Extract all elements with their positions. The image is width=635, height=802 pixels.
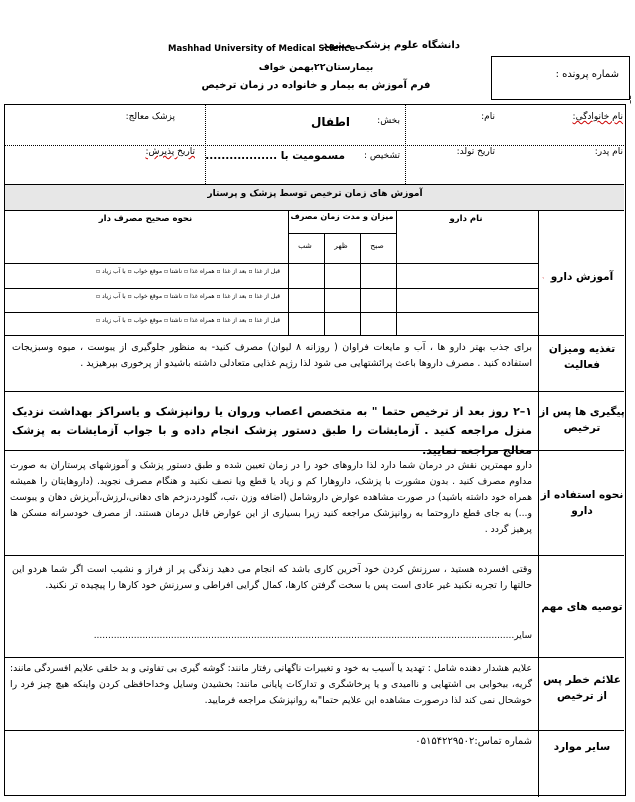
time-morning: صبح: [370, 241, 384, 250]
birth-date-label: تاریخ تولد:: [456, 147, 495, 157]
time-noon: ظهر: [334, 241, 348, 250]
warnings-text: علایم هشدار دهنده شامل : تهدید یا آسیب به خود و تغییرات ناگهانی رفتار مانند: گوشه گیری بی تفاوتی و بد خلقی علایم افسردگی مانند: گریه، بیخوابی بی اشتهایی و ناامیدی و یا پرخاشگری و تدارکات پایانی مانند: بخشیدن وسایل وخداحافظی کردن واینکه هیچ چیز فرد را خوشحال نمی کند لذا درصورت مشاهده این علایم حتما"به روانپزشک مراجعه فرمایید.: [10, 663, 532, 706]
opt-much-water[interactable]: با آب زیاد: [102, 317, 126, 324]
drug-row-1-options[interactable]: قبل از غذا ▫ بعد از غذا ▫ همراه غذا ▫ ناشتا ▫ موقع خواب ▫ با آب زیاد ▫: [96, 268, 280, 275]
file-number-box[interactable]: [491, 56, 630, 100]
opt-fasting[interactable]: ناشتا: [169, 268, 183, 275]
drug-row-3-options[interactable]: قبل از غذا ▫ بعد از غذا ▫ همراه غذا ▫ ناشتا ▫ موقع خواب ▫ با آب زیاد ▫: [96, 317, 280, 324]
father-name-label: نام پدر:: [594, 147, 623, 157]
ward-value: اطفال: [311, 115, 350, 129]
recommendations-label: توصیه های مهم: [541, 601, 623, 613]
nutrition-text: برای جذب بهتر دارو ها ، آب و مایعات فراوان ( روزانه ۸ لیوان) مصرف کنید- به منظور جلوگیری از یبوست ، میوه وسبزیجات استفاده کنید . مصرف داروها باعث پرائشتهایی می شود لذا رژیم غذایی متعادلی داشته باشیدو از پرخوری بپرهیزید .: [12, 342, 532, 370]
recommendations-other[interactable]: سایر...................................................................................................................................................: [93, 631, 532, 641]
opt-with-meal[interactable]: همراه غذا: [189, 293, 215, 300]
method-header: نحوه صحیح مصرف دار: [98, 214, 193, 224]
family-name-field[interactable]: [573, 112, 623, 122]
university-name-en: Mashhad University of Medical Science: [168, 44, 356, 54]
opt-with-meal[interactable]: همراه غذا: [189, 317, 215, 324]
margin-mark: ¦: [629, 95, 633, 105]
opt-before-meal[interactable]: قبل از غذا: [254, 268, 280, 275]
opt-with-meal[interactable]: همراه غذا: [189, 268, 215, 275]
drug-name-header: نام دارو: [449, 214, 483, 224]
nutrition-label: تغذیه ومیزان فعالیت: [548, 343, 616, 371]
admission-date-field[interactable]: [146, 147, 196, 157]
opt-before-meal[interactable]: قبل از غذا: [254, 317, 280, 324]
section-title: آموزش های زمان ترخیص توسط پزشک و پرستار: [207, 189, 423, 199]
father-name-field[interactable]: [595, 147, 623, 157]
name-label: نام:: [481, 112, 495, 122]
other-label: سایر موارد: [553, 741, 611, 753]
recommendations-text: وقتی افسرده هستید ، سرزنش کردن خود آخرین کاری باشد که انجام می دهید زندگی پر از فراز و نشیب است اگر شما هردو این حالتها را تجربه نکنید غیر عادی است پس با سخت گرفتن کارها، کمال گرایی افراطی و سرزنش خود کارها را پیچیده تر نکنید.: [12, 564, 532, 592]
form-title: فرم آموزش به بیمار و خانواده در زمان ترخیص: [201, 80, 431, 91]
drug-usage-label: نحوه استفاده از دارو: [540, 489, 624, 517]
warnings-label: علائم خطر پس از ترخیص: [543, 674, 621, 702]
hospital-name: بیمارستان۲۲بهمن خواف: [258, 62, 374, 73]
red-mark: ˎ: [542, 272, 545, 279]
opt-bedtime[interactable]: موقع خواب: [133, 317, 163, 324]
followup-text: ۱–۲ روز بعد از ترخیص حتما " به متخصص اعصاب وروان یا روانپزشک و یاسراکز بهداشت نزدیک منزل مراجعه کنید . آزمایشات را طبق دستور پزشک انجام داده و با جواب آزمایشات به پزشک معالج مراجعه نمایید.: [12, 405, 532, 457]
drug-usage-text: دارو مهمترین نقش در درمان شما دارد لذا داروهای خود را در زمان تعیین شده و طبق دستور پزشک و آموزشهای پرستاران به صورت مداوم مصرف کنید . بدون مشورت با پزشک، داروهارا کم و زیاد یا قطع ویا نصف نکنید و هنگام مصرف نجوید. (داروهایتان را همیشه همراه خود داشته باشید) در صورت مشاهده عوارض داروشامل (اضافه وزن ،تب، گلودرد،زخم های دهانی،لرزش،آبریزش دهان و یبوست و...) به جای قطع داروحتما به روانپزشک مراجعه کنید زیرا بسیاری از این عوارض قابل درمان هستند. از مصرف خودسرانه مسکن ها پرهیز گردد .: [10, 460, 532, 535]
drug-row-2-options[interactable]: قبل از غذا ▫ بعد از غذا ▫ همراه غذا ▫ ناشتا ▫ موقع خواب ▫ با آب زیاد ▫: [96, 293, 280, 300]
diagnosis-label: تشخیص :: [364, 151, 400, 161]
opt-before-meal[interactable]: قبل از غذا: [254, 293, 280, 300]
university-name-fa: دانشگاه علوم پزشکی مشهد: [322, 40, 460, 51]
diagnosis-value: مسمومیت با ..................: [205, 150, 345, 162]
opt-after-meal[interactable]: بعد از غذا: [222, 268, 247, 275]
birth-date-field[interactable]: [457, 147, 495, 157]
opt-much-water[interactable]: با آب زیاد: [102, 268, 126, 275]
ward-label: بخش:: [377, 116, 400, 126]
drug-education-label: آموزش دارو: [550, 271, 614, 283]
time-night: شب: [298, 241, 312, 250]
opt-after-meal[interactable]: بعد از غذا: [222, 317, 247, 324]
admission-date-label: تاریخ پذیرش:: [145, 147, 195, 157]
file-number-label: شماره پرونده :: [555, 69, 619, 80]
opt-after-meal[interactable]: بعد از غذا: [222, 293, 247, 300]
opt-bedtime[interactable]: موقع خواب: [133, 268, 163, 275]
opt-much-water[interactable]: با آب زیاد: [102, 293, 126, 300]
diagnosis-field[interactable]: [364, 151, 400, 161]
opt-fasting[interactable]: ناشتا: [169, 293, 183, 300]
phone-number: شماره تماس:۰۵۱۵۴۲۲۹۵۰۲: [415, 736, 532, 747]
opt-bedtime[interactable]: موقع خواب: [133, 293, 163, 300]
physician-field[interactable]: [126, 112, 175, 122]
opt-fasting[interactable]: ناشتا: [169, 317, 183, 324]
ward-field[interactable]: [377, 116, 400, 126]
physician-label: پزشک معالج:: [125, 112, 175, 122]
name-field[interactable]: [481, 112, 495, 122]
followup-label: پیگیری ها پس از ترخیص: [539, 406, 625, 434]
dose-time-header: میزان و مدت زمان مصرف: [290, 212, 394, 221]
family-name-label: نام خانوادگی:: [572, 112, 623, 122]
